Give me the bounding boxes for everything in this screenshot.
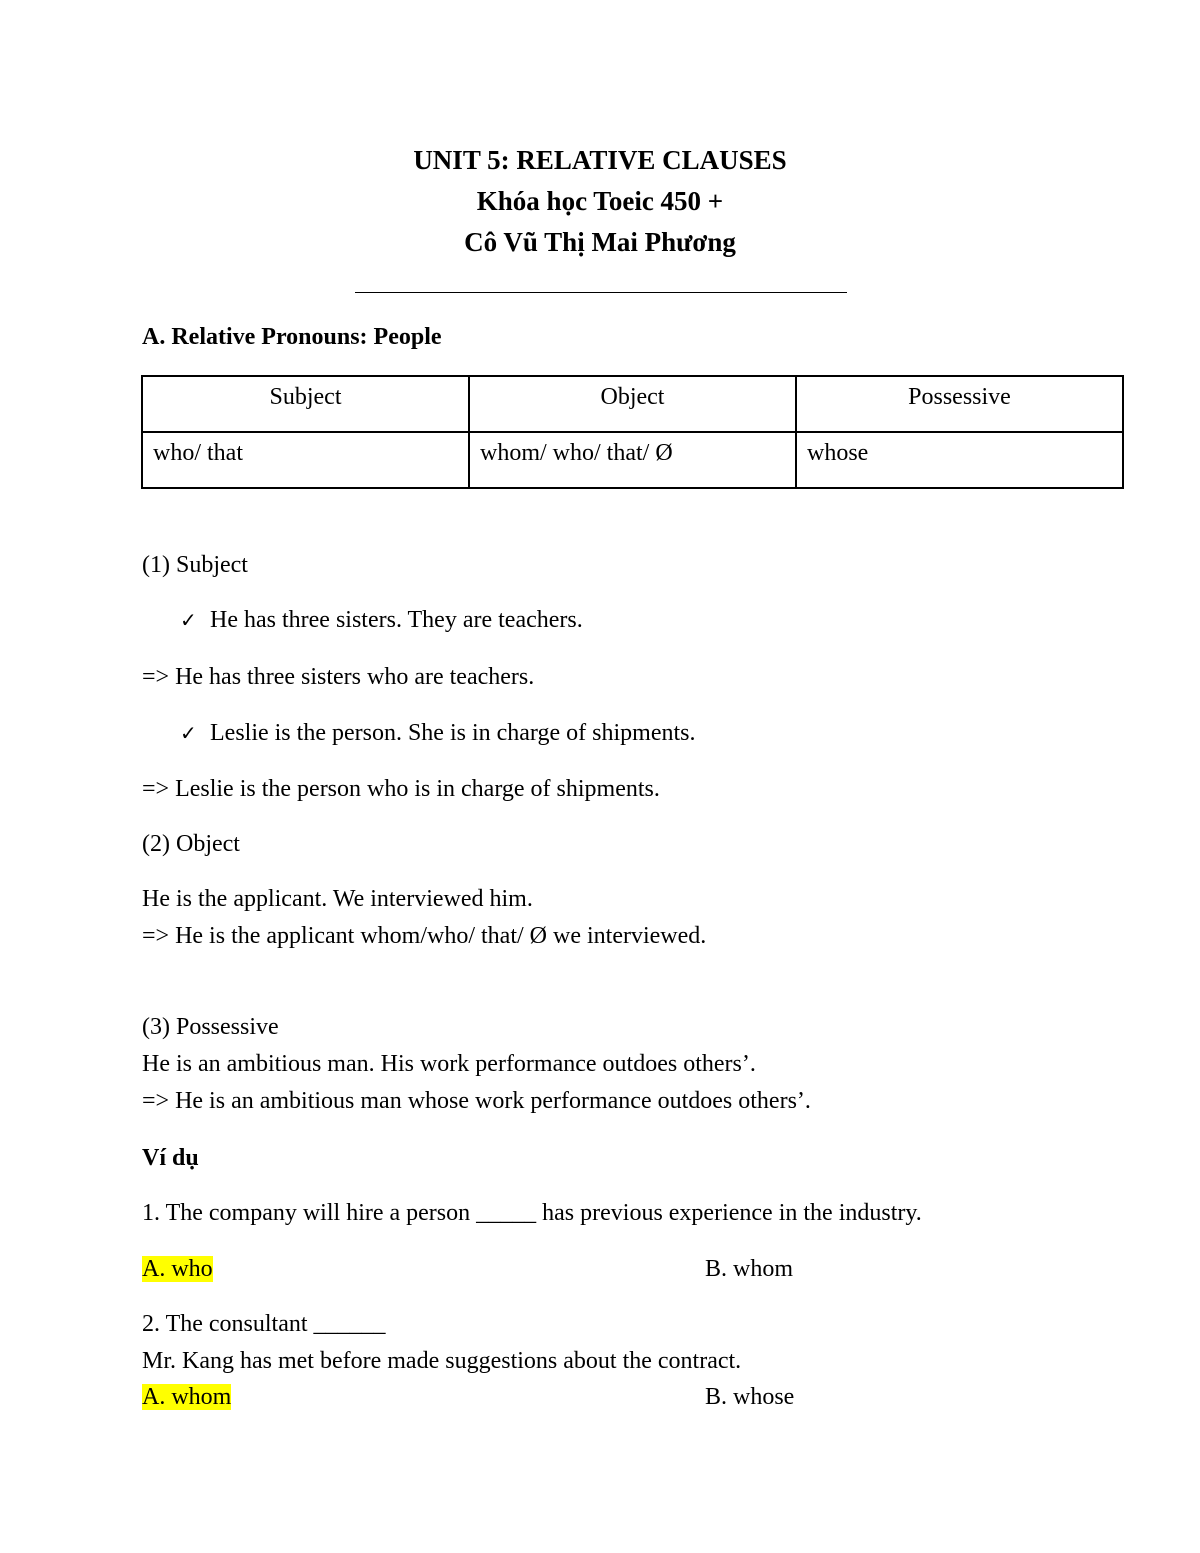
course-title: Khóa học Toeic 450 + — [476, 186, 724, 216]
object-label: (2) Object — [142, 831, 240, 857]
table-cell: whose — [796, 432, 1123, 488]
question-1: 1. The company will hire a person _____ has previous experience in the industry. — [142, 1200, 922, 1226]
divider — [355, 292, 847, 293]
highlighted-answer: A. who — [142, 1256, 213, 1282]
subject-answer-1: => He has three sisters who are teachers. — [142, 664, 535, 690]
question-1-option-b: B. whom — [705, 1256, 794, 1282]
check-icon: ✓ — [180, 721, 197, 745]
possessive-label: (3) Possessive — [142, 1014, 279, 1040]
table-cell: who/ that — [142, 432, 469, 488]
subject-example-2 — [180, 721, 695, 745]
page-title: UNIT 5: RELATIVE CLAUSES — [413, 145, 787, 175]
question-2-line-2: Mr. Kang has met before made suggestions about the contract. — [142, 1348, 742, 1374]
table-header-cell: Object — [469, 376, 796, 432]
possessive-answer: => He is an ambitious man whose work performance outdoes others’. — [142, 1088, 811, 1114]
object-example: He is the applicant. We interviewed him. — [142, 886, 533, 912]
table-header-cell: Possessive — [796, 376, 1123, 432]
table-row — [142, 432, 1123, 488]
check-icon: ✓ — [180, 608, 197, 632]
subject-label: (1) Subject — [142, 552, 248, 578]
subject-example-1 — [180, 608, 583, 632]
question-1-option-a — [142, 1257, 213, 1281]
table-header-cell: Subject — [142, 376, 469, 432]
section-a-heading: A. Relative Pronouns: People — [142, 324, 442, 350]
question-2-option-b: B. whose — [705, 1384, 795, 1410]
example-text: Leslie is the person. She is in charge of shipments. — [210, 720, 696, 746]
question-2-option-a — [142, 1385, 231, 1409]
object-answer: => He is the applicant whom/who/ that/ Ø we interviewed. — [142, 923, 707, 949]
pronoun-table — [141, 375, 1124, 489]
table-cell: whom/ who/ that/ Ø — [469, 432, 796, 488]
examples-heading: Ví dụ — [142, 1145, 199, 1171]
teacher-name: Cô Vũ Thị Mai Phương — [464, 227, 736, 257]
highlighted-answer: A. whom — [142, 1384, 232, 1410]
possessive-example: He is an ambitious man. His work performance outdoes others’. — [142, 1051, 756, 1077]
example-text: He has three sisters. They are teachers. — [210, 607, 583, 633]
question-2-line-1: 2. The consultant ______ — [142, 1311, 386, 1337]
subject-answer-2: => Leslie is the person who is in charge of shipments. — [142, 776, 660, 802]
table-header-row — [142, 376, 1123, 432]
